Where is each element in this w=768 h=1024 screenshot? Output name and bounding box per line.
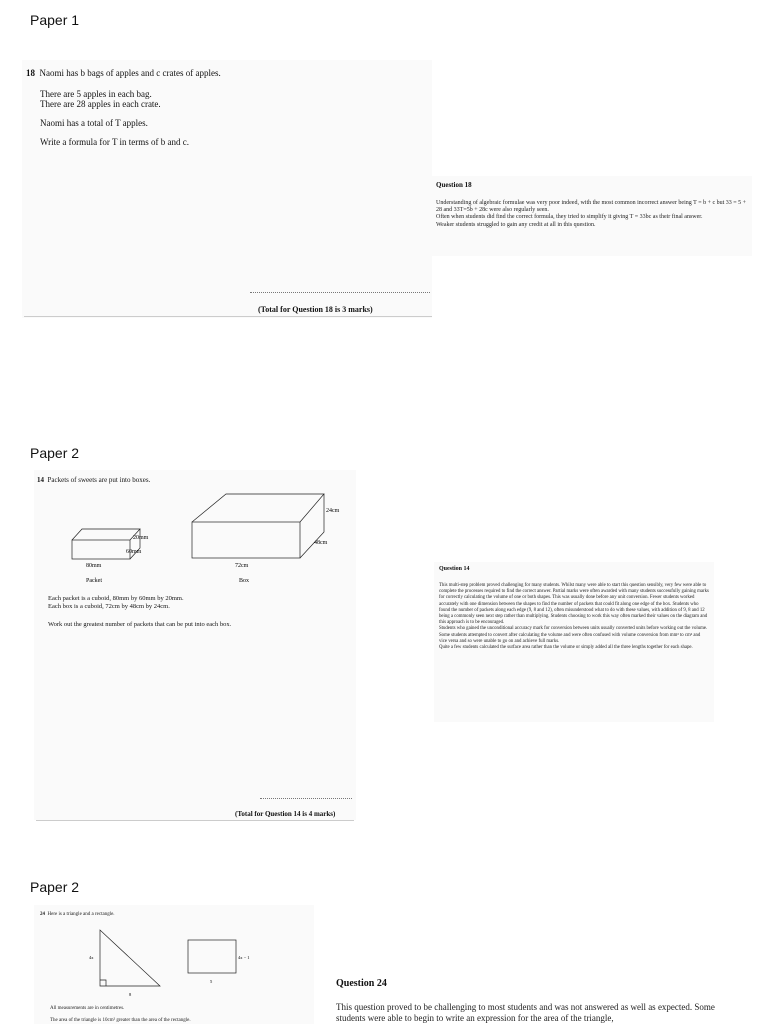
- report-paragraph: Often when students did find the correct formula, they tried to simplify it giving T = 33bc as their final answer.: [436, 214, 703, 221]
- divider: [24, 316, 432, 317]
- triangle-side-label: 4x: [89, 955, 94, 960]
- report-title-24: Question 24: [336, 978, 387, 989]
- packet-label: Packet: [86, 578, 102, 584]
- report-paragraph: This multi-step problem proved challenging for many students. Whilst many were able to start this question sensibly, very few were able to complete the processes required to find the correct answer. Partial marks were often awarded with many students successfully gaining marks for correctly calculating the volume of one or both shapes. This was usually done before any unit conversion. Fewer students worked accurately with one dimension between the shapes to find the number of packets that could fit along one edge of the box. Students who found the number of packets along each edge (9, 8 and 12), often misunderstood what to do with these values, with addition of 9, 8 and 12 being a commonly seen next step rather than multiplying. Students choosing to work this way often marked their values on the diagram and this approach is to be encouraged.: [439, 583, 709, 626]
- question-text: Packets of sweets are put into boxes.: [47, 476, 151, 484]
- question-18-intro: [26, 68, 221, 79]
- report-title-14: Question 14: [439, 566, 470, 572]
- question-text: Naomi has b bags of apples and c crates of apples.: [39, 68, 221, 78]
- answer-line: [260, 798, 352, 799]
- question-24-line-2: The area of the triangle is 10cm² greater than the area of the rectangle.: [50, 1018, 191, 1023]
- question-number: 18: [26, 68, 35, 78]
- section-heading-paper-2: Paper 2: [30, 445, 80, 461]
- question-24-line-1: All measurements are in centimetres.: [50, 1006, 125, 1011]
- question-18-total: (Total for Question 18 is 3 marks): [258, 305, 373, 314]
- packet-height-label: 20mm: [133, 535, 149, 541]
- divider: [36, 820, 354, 821]
- section-heading-paper-1: Paper 1: [30, 12, 80, 28]
- question-14-line-2: Each box is a cuboid, 72cm by 48cm by 24cm.: [48, 603, 170, 610]
- rectangle-side-label: 4x − 1: [238, 955, 250, 960]
- report-body-24: This question proved to be challenging to most students and was not answered as well as expected. Some students were able to begin to write an expression for the area of the triangle,: [336, 1002, 715, 1023]
- question-number: 14: [37, 476, 44, 484]
- box-width-label: 72cm: [235, 563, 249, 569]
- box-label: Box: [239, 578, 250, 584]
- report-paragraph: Quite a few students calculated the surface area rather than the volume or simply added all the three lengths together for each shape.: [439, 645, 693, 651]
- rectangle-base-label: 5: [210, 979, 213, 984]
- answer-line: [250, 292, 430, 293]
- box-depth-label: 48cm: [314, 540, 328, 546]
- report-paragraph: Weaker students struggled to gain any credit at all in this question.: [436, 221, 596, 228]
- question-18-line-2: There are 28 apples in each crate.: [40, 99, 161, 109]
- packet-depth-label: 60mm: [126, 549, 142, 555]
- report-body-14: [439, 583, 709, 651]
- question-24-intro: [40, 912, 115, 917]
- packet-and-box-diagram: [36, 488, 356, 598]
- question-14-intro: [37, 475, 150, 486]
- right-triangle: [100, 930, 160, 986]
- box-cuboid: [192, 494, 324, 558]
- question-18-line-1: There are 5 apples in each bag.: [40, 89, 152, 99]
- report-body-18: [436, 200, 748, 229]
- question-18-line-4: Write a formula for T in terms of b and c.: [40, 137, 190, 147]
- box-height-label: 24cm: [326, 508, 340, 514]
- rectangle: [188, 940, 236, 973]
- question-18-line-3: Naomi has a total of T apples.: [40, 118, 148, 128]
- triangle-base-label: 8: [129, 992, 132, 997]
- question-14-total: (Total for Question 14 is 4 marks): [235, 810, 336, 818]
- question-14-line-1: Each packet is a cuboid, 80mm by 60mm by 20mm.: [48, 595, 184, 602]
- report-paragraph: Understanding of algebraic formulae was very poor indeed, with the most common incorrect answer being T = b + c but 33 = 5 + 28 and 33T=5b + 28c were also regularly seen.: [436, 200, 747, 214]
- question-text: Here is a triangle and a rectangle.: [47, 912, 115, 917]
- question-number: 24: [40, 912, 45, 917]
- report-title-18: Question 18: [436, 181, 472, 189]
- report-paragraph: Students who gained the unconditional accuracy mark for conversion between units usually converted units before working out the volume. Some students attempted to convert after calculating the volume and were often confused with volume conversion from mm³ to cm³ and vice versa and so were unable to go on and achieve full marks.: [439, 626, 708, 644]
- section-heading-paper-2-b: Paper 2: [30, 879, 80, 895]
- triangle-rectangle-diagram: [80, 922, 310, 1002]
- question-14-line-3: Work out the greatest number of packets that can be put into each box.: [48, 621, 232, 628]
- packet-width-label: 80mm: [86, 563, 102, 569]
